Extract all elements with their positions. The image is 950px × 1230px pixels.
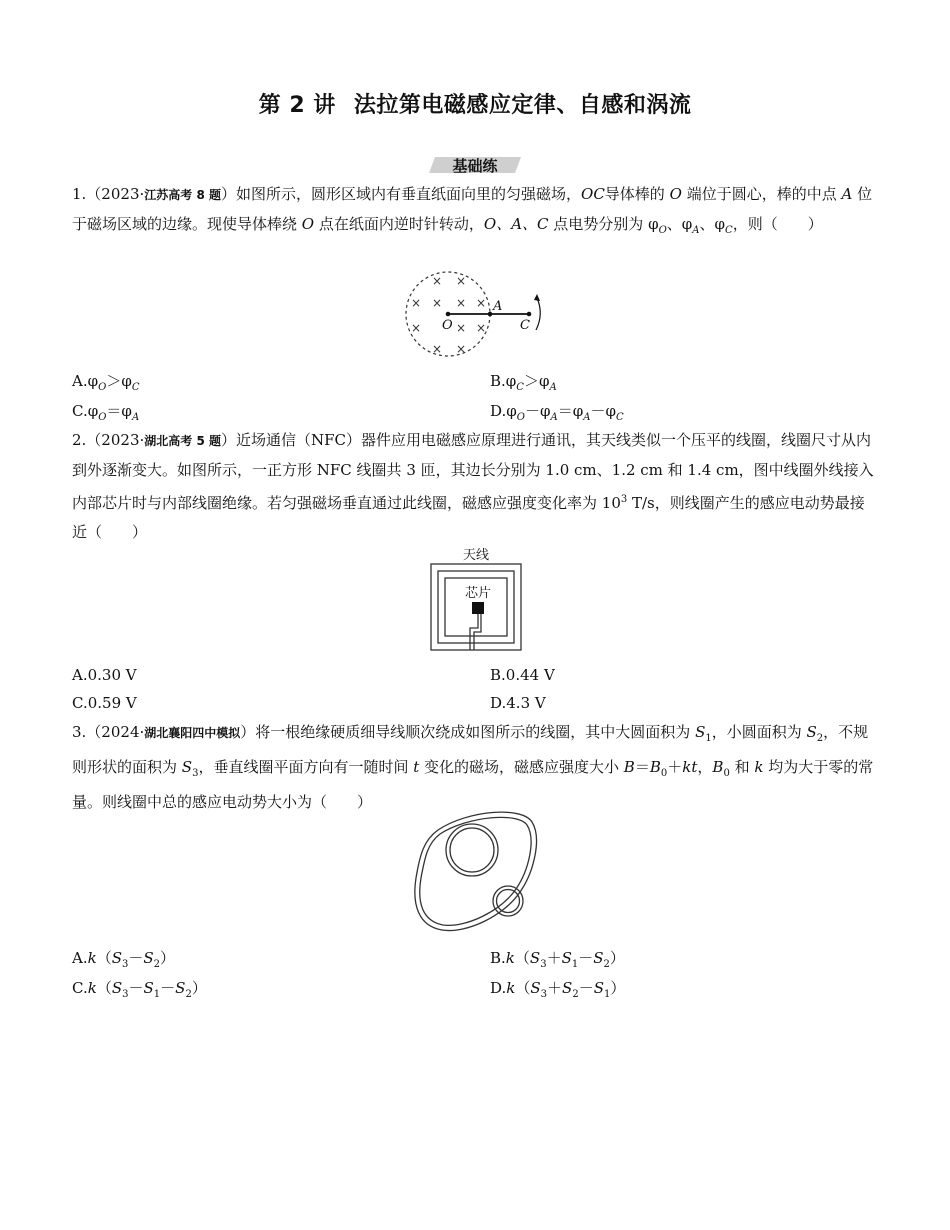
label-c: C — [520, 318, 530, 333]
cross-mark: × — [456, 321, 467, 335]
q2-option-b[interactable]: B.0.44 V — [490, 666, 555, 684]
section-label: 基础练 — [452, 157, 498, 175]
lesson-number: 第 2 讲 — [258, 93, 336, 118]
cross-mark: × — [432, 274, 443, 288]
large-circle-inner — [450, 828, 494, 872]
question-2-source: 湖北高考 5 题 — [144, 434, 221, 448]
q1-option-c[interactable]: $C.\varphi_O=\varphi_A$ — [72, 402, 140, 423]
rotation-arrow — [536, 298, 540, 330]
question-1-figure — [398, 268, 558, 360]
chip-label: 芯片 — [464, 586, 492, 601]
cross-mark: × — [456, 342, 467, 356]
q3-option-c[interactable]: $C.k(S_3-S_1-S_2)$ — [72, 979, 207, 1000]
point-c — [527, 312, 532, 317]
cross-mark: × — [476, 296, 487, 310]
q1-option-b[interactable]: $B.\varphi_C>\varphi_A$ — [490, 372, 557, 393]
q2-option-a[interactable]: A.0.30 V — [72, 666, 137, 684]
question-2: 2.（2023·湖北高考 5 题）近场通信（NFC）器件应用电磁感应原理进行通讯，其天线类似一个压平的线圈，线圈尺寸从内到外逐渐变大。如图所示，一正方形 NFC 线圈共 3 匝，其边长分别为 1.0 cm、1.2 cm 和 1.4 cm，图中线圈外线接入内部芯片时与内部线圈绝缘。若匀强磁场垂直通过此线圈，磁感应强度变化率为 $10^3$ T/s，则线圈产生的感应电动势最接近（ ） — [72, 431, 874, 541]
question-1: 1.（2023·江苏高考 8 题）如图所示，圆形区域内有垂直纸面向里的匀强磁场，OC导体棒的 O 端位于圆心，棒的中点 A 位于磁场区域的边缘。现使导体棒绕 O 点在纸面内逆时针转动，O、A、C 点电势分别为 $\varphi_O$、$\varphi_A$、$\varphi_C$，则（ ） — [72, 185, 873, 236]
q1-option-a[interactable]: $A.\varphi_O>\varphi_C$ — [72, 372, 140, 393]
cross-mark: × — [456, 296, 467, 310]
small-circle-inner — [497, 890, 520, 913]
rotation-arrowhead — [534, 294, 540, 301]
q2-option-c[interactable]: C.0.59 V — [72, 694, 137, 712]
q3-option-b[interactable]: $B.k(S_3+S_1-S_2)$ — [490, 949, 625, 970]
antenna-label: 天线 — [462, 548, 490, 563]
cross-mark: × — [432, 342, 443, 356]
lesson-topic: 法拉第电磁感应定律、自感和涡流 — [353, 93, 692, 118]
question-3: 3.（2024·湖北襄阳四中模拟）将一根绝缘硬质细导线顺次绕成如图所示的线圈，其中大圆面积为 $S_1$，小圆面积为 $S_2$，不规则形状的面积为 $S_3$，垂直线圈平面方向有一随时间 t 变化的磁场，磁感应强度大小 $B=B_0+kt$，$B_0$ 和 k 均为大于零的常量。则线圈中总的感应电动势大小为（ ） — [72, 723, 874, 811]
label-o: O — [442, 318, 453, 333]
q2-option-d[interactable]: D.4.3 V — [490, 694, 546, 712]
question-3-figure — [410, 808, 550, 936]
cross-mark: × — [476, 321, 487, 335]
question-2-figure — [428, 544, 524, 654]
q3-option-d[interactable]: $D.k(S_3+S_2-S_1)$ — [490, 979, 626, 1000]
chip — [472, 602, 484, 614]
point-a — [488, 312, 493, 317]
small-circle-outer — [493, 886, 523, 916]
q3-option-a[interactable]: $A.k(S_3-S_2)$ — [72, 949, 176, 970]
cross-mark: × — [411, 296, 422, 310]
section-badge — [425, 154, 525, 176]
point-o — [446, 312, 451, 317]
cross-mark: × — [411, 321, 422, 335]
page-title — [0, 88, 950, 119]
question-1-source: 江苏高考 8 题 — [144, 188, 221, 202]
large-circle-outer — [446, 824, 498, 876]
q1-option-d[interactable]: $D.\varphi_O-\varphi_A=\varphi_A-\varphi_C$ — [490, 402, 624, 423]
label-a: A — [493, 299, 503, 314]
cross-mark: × — [456, 274, 467, 288]
cross-mark: × — [432, 296, 443, 310]
question-3-source: 湖北襄阳四中模拟 — [144, 726, 241, 740]
